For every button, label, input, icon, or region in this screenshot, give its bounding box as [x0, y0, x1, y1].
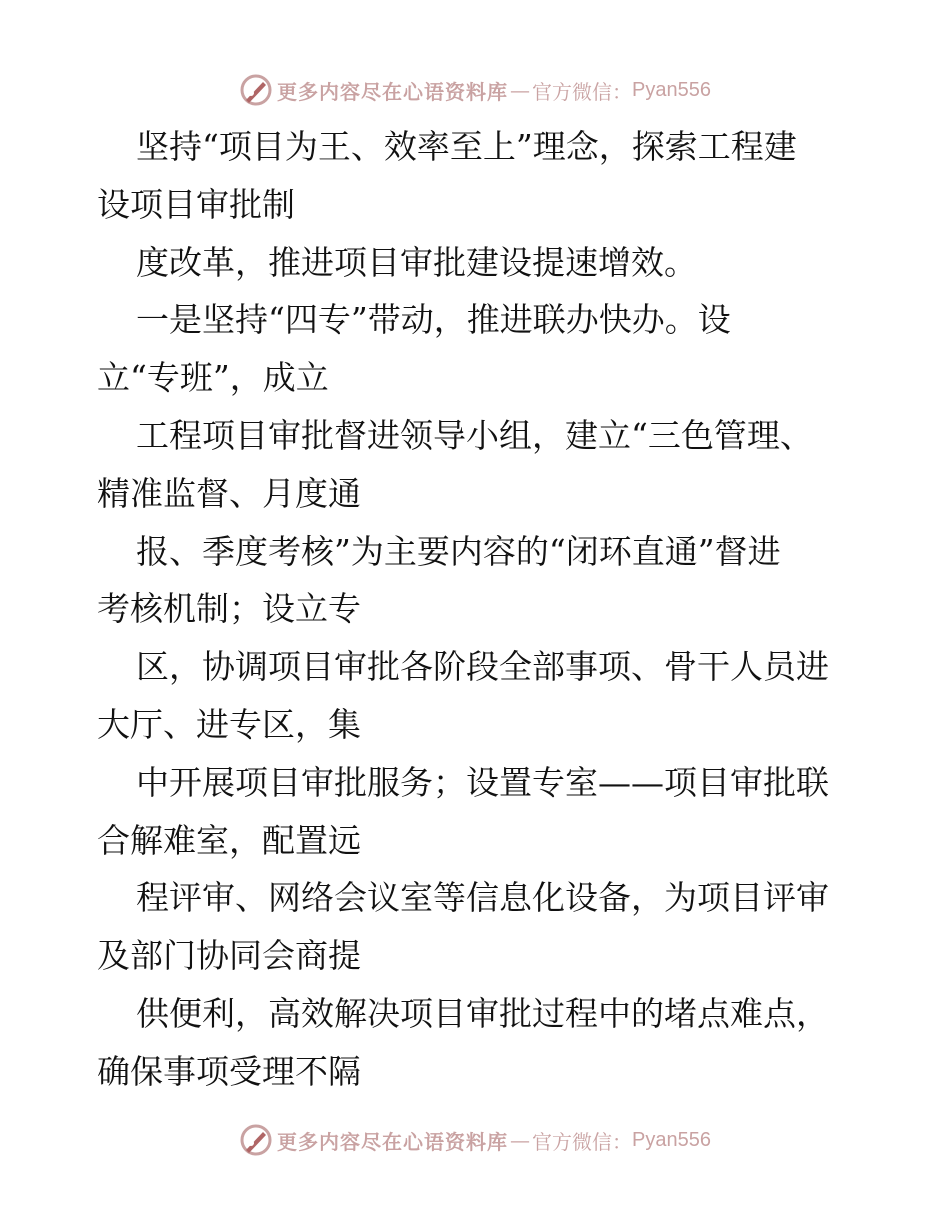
text-line: 坚持“项目为王、效率至上”理念，探索工程建	[136, 127, 797, 166]
banner-site-text: 更多内容尽在心语资料库	[277, 79, 509, 104]
text-line: 考核机制；设立专	[97, 589, 361, 629]
banner-separator: —	[510, 78, 531, 102]
banner-wechat-label: 官方微信：	[532, 79, 633, 104]
banner-separator: —	[510, 1128, 531, 1152]
text-line: 工程项目审批督进领导小组，建立“三色管理、	[136, 415, 813, 455]
banner-wechat-id: Pyan556	[632, 78, 711, 101]
pen-logo-icon	[239, 73, 273, 107]
text-line: 程评审、网络会议室等信息化设备，为项目评审	[136, 878, 829, 918]
text-line: 合解难室，配置远	[97, 820, 361, 860]
pen-logo-icon	[239, 1123, 273, 1157]
text-line: 一是坚持“四专”带动，推进联办快办。设	[136, 300, 731, 340]
text-line: 度改革，推进项目审批建设提速增效。	[136, 242, 697, 282]
text-line: 确保事项受理不隔	[97, 1051, 361, 1091]
banner-wechat-id: Pyan556	[632, 1128, 711, 1151]
text-line: 供便利，高效解决项目审批过程中的堵点难点，	[136, 993, 829, 1033]
footer-banner	[0, 1120, 950, 1160]
text-line: 及部门协同会商提	[97, 936, 361, 976]
text-line: 大厅、进专区，集	[97, 704, 361, 744]
text-line: 设项目审批制	[97, 184, 295, 224]
text-line: 中开展项目审批服务；设置专室——项目审批联	[136, 762, 829, 802]
text-line: 立“专班”，成立	[97, 358, 329, 398]
text-line: 区，协调项目审批各阶段全部事项、骨干人员进	[136, 647, 829, 687]
text-line: 精准监督、月度通	[97, 473, 361, 513]
banner-wechat-label: 官方微信：	[532, 1129, 633, 1154]
body-text	[97, 118, 857, 1101]
text-line: 报、季度考核”为主要内容的“闭环直通”督进	[136, 531, 781, 571]
header-banner	[0, 70, 950, 110]
banner-site-text: 更多内容尽在心语资料库	[277, 1129, 509, 1154]
